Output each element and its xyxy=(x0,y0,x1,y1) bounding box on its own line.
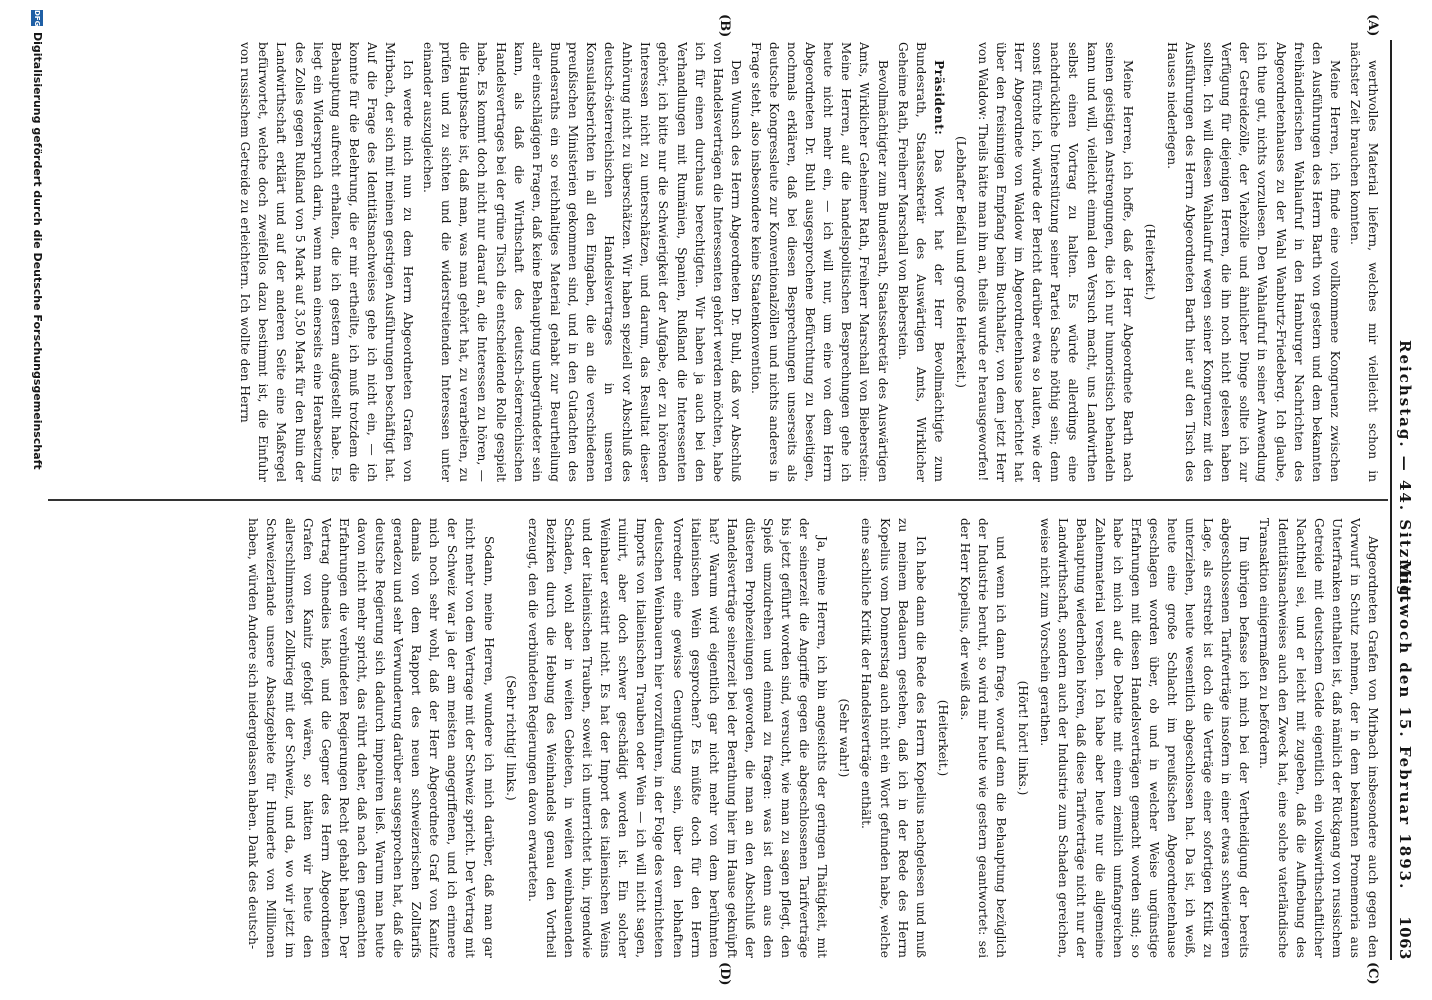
paragraph: und wenn ich dann frage, worauf denn die Behauptung bezüglich der Industrie beruht, so wird mir heute wie gestern geantwortet: sei der Herr Kopelius, der weiß das. xyxy=(957,518,1009,958)
paragraph: Sodann, meine Herren, wundere ich mich darüber, daß man gar nicht mehr von dem Vertrage mit der Schweiz spricht. Der Vertrag mit der Schweiz war ja der am meisten angegriffenen, und ich erinnere mich noch sehr wohl, daß der Herr Abgeordnete Graf von Kanitz damals von dem Rapport des neuen schweizerischen Zolltarifs geradezu und sehr Verwunderung darüber ausgesprochen hat, daß die deutsche Regierung sich dadurch imponiren ließ. Warum man heute davon nicht mehr spricht, das rührt daher, daß nach den gemachten Erfahrungen die verbündeten Regierungen Recht gehabt haben. Der Vertrag ohnedies hieß, und die Gegner des Herrn Abgeordneten Grafen von Kanitz gefolgt wären, so hätten wir heute den allerschlimmsten Zollkrieg mit der Schweiz, und da, wo wir jetzt im Schweizerlande unsere Absatzgebiete für Hunderte von Millionen haben, würden Andere sich niedergelassen haben. Dank des deutsch- xyxy=(246,518,496,958)
dfg-logo: DFG xyxy=(33,10,41,27)
paragraph: Bevollmächtigter zum Bundesrath, Staatssekretär des Auswärtigen Amts, Wirklicher Geheimer Rath, Freiherr Marschall von Bieberstein: Meine Herren, auf die handelspolitischen Besprechungen gehe ich heute nicht mehr ein, — ich will nur, um eine von dem Herrn Abgeordneten Dr. Buhl ausgesprochene Befürchtung zu beseitigen, nochmals erklären, daß bei diesen Besprechungen unserseits als deutsche Kongressleute zur Konventionalzöllen und nichts anderes in Frage steht, also insbesondere keine Staatenkonvention. xyxy=(748,42,890,482)
applause-note: (Heiterkeit.) xyxy=(935,699,950,777)
applause-note: (Heiterkeit.) xyxy=(1142,223,1157,301)
paragraph: Abgeordneten Grafen von Mirbach insbesondere auch gegen den Vorwurf in Schutz nehmen, der in dem bekannten Promemoria aus Unterfranken enthalten ist, daß nämlich der Rückgang von russischem Getreide mit deutschem Gelde eigentlich ein volkswirthschaftlicher Nachtheil sei, und er leicht mit zugeben, daß die Aufhebung des Identitätsnachweises auch den Zweck hat, eine solche vaterländische Transaktion einigermaßen zu befördern. xyxy=(1257,518,1380,958)
left-column xyxy=(52,42,1382,482)
paragraph: Ich habe dann die Rede des Herrn Kopelius nachgelesen und muß zu meinem Bedauern gestehen, daß ich in der Rede des Herrn Kopelius vom Donnerstag auch nicht ein Wort gefunden habe, welche eine sachliche Kritik der Handelsverträge enthält. xyxy=(859,518,928,958)
speech-text: Das Wort hat der Herr Bevollmächtigte zum Bundesrath, Staatssekretär des Auswärtigen Amts, Wirklicher Geheime Rath, Freiherr Marschall von Bieberstein. xyxy=(895,42,946,482)
page-number-right: 1063 xyxy=(1396,916,1414,960)
paragraph: Den Wunsch des Herrn Abgeordneten Dr. Buhl, daß vor Abschluß von Handelsverträgen die Interessenten gehört werden möchten, habe ich für einen durchaus berechtigten. Wir haben ja auch bei den Verhandlungen mit Rumänien, Spanien, Rußland die Interessenten gehört; ich bitte nur die Schwierigkeit der Aufgabe, der zu hörenden Interessen nicht zu unterschätzen, und darum, das Resultat dieser Anhörung nicht zu überschätzen. Wir haben speziell vor Abschluß des deutsch-österreichischen Handelsvertrages in unseren Konsulatsberichten in all den Eingaben, die an die verschiedenen preußischen Ministerien gekommen sind, und in den Gutachten des Bundesraths ein so reichhaltiges Material gehabt zur Beurtheilung aller einschlägigen Fragen, daß keine Behauptung unbegründeter sein kann, als daß die Wirthschaft des deutsch-österreichischen Handelsvertrages bei der grüne Tisch die entscheidende Rolle gespielt habe. Es kommt doch nicht nur darauf an, die Interessen zu hören, — die Hauptsache ist, daß man, was man gehört hat, zu verarbeiten, zu prüfen und zu sichten und die widerstreitenden Interessen unter einander auszugleichen. xyxy=(421,42,743,482)
applause-note: (Lebhafter Beifall und große Heiterkeit.) xyxy=(953,135,968,389)
header-title-left: Reichstag. — 44. Sitzung. xyxy=(1396,340,1414,605)
applause-note: (Sehr richtig! links.) xyxy=(503,675,518,801)
digitization-footer xyxy=(26,10,44,990)
applause-note: (Sehr wahr!) xyxy=(837,698,852,778)
margin-letter-b: (B) xyxy=(717,14,732,38)
footer-text: Digitalisierung gefördert durch die Deutsche Forschungsgemeinschaft xyxy=(31,32,44,470)
document-page xyxy=(22,0,1432,1000)
paragraph: Ich werde mich nun zu dem Herrn Abgeordneten Grafen von Mirbach, der sich mit meinen gestrigen Ausführungen beschäftigt hat. Auf die Frage des Identitätsnachweises gehe ich nicht ein, — ich konnte für die Belehrung, die er mir ertheilte, ich muß trotzdem die Behauptung aufrecht erhalten, die ich gestern aufgestellt habe. Es liegt ein Widerspruch darin, wenn man einerseits eine Herabsetzung des Zolles gegen Rußland von 5 Mark auf 3,50 Mark für den Ruin der Landwirthschaft erklärt und auf der anderen Seite eine Maßregel befürwortet, welche doch zweifellos dazu bestimmt ist, die Einfuhr von russischem Getreide zu erleichtern. Ich wollte den Herrn xyxy=(238,42,416,482)
applause-note: (Hört! hört! links.) xyxy=(1016,680,1031,796)
paragraph: Ja, meine Herren, ich bin angesichts der geringen Thätigkeit, mit der seinerzeit die Angriffe gegen die abgeschlossenen Tarifverträge bis jetzt geführt worden sind, versucht, wie man zu sagen pflegt, den Spieß umzudrehen und einmal zu fragen: was ist denn aus den düsteren Prophezeiungen geworden, die man an den Abschluß der Handelsverträge seinerzeit bei der Berathung hier im Hause geknüpft hat? Warum wird eigentlich gar nicht mehr von dem berühmten italienischen Wein gesprochen? Es müßte doch für den Herrn Vorredner eine gewisse Genugthuung sein, über den lebhaften deutschen Weinbauern hier vorzuführen, in der Folge des vernichteten Imports von italienischen Trauben oder Wein — ich will nicht sagen, ruinirt, aber doch schwer geschädigt worden ist. Ein solcher Weinbauer existirt nicht. Es hat der Import des italienischen Weins und der italienischen Trauben, soweit ich unterrichtet bin, irgendwie Schaden, wohl aber in weiten Gebieten, in weiten weinbauenden Bezirken durch die Hebung des Weinhandels genau den Vortheil erzeugt, den die verbündeten Regierungen davon erwarteten. xyxy=(525,518,830,958)
margin-letter-c: (C) xyxy=(1365,962,1380,985)
header-rule xyxy=(1390,40,1392,960)
column-divider xyxy=(48,499,1388,501)
right-column xyxy=(52,518,1382,958)
paragraph: Meine Herren, ich hoffe, daß der Herr Abgeordnete Barth nach seinen geistigen Anstrengungen, die ich nur humoristisch behandeln kann und will, vielleicht einmal den Versuch macht, uns Landwirthen selbst einen Vortrag zu halten. Es würde allerdings eine nachdrückliche Unterstützung seiner Partei Sache nöthig sein; denn sonst fürchte ich, würde der Bericht darüber etwa so lauten, wie der Herr Abgeordnete von Waldow im Abgeordnetenhause berichtet hat über den freisinnigen Empfang beim Buchhalter, von dem jetzt Herr von Waldow: Theils hätte man ihn an, theils wurde er herausgeworfen! xyxy=(976,42,1135,482)
margin-letter-d: (D) xyxy=(717,962,732,986)
header-title-right: Mittwoch den 15. Februar 1893. xyxy=(1396,560,1414,891)
paragraph: werthvolles Material liefern, welches mir vielleicht schon in nächster Zeit brauchen konnten. xyxy=(1347,42,1380,482)
paragraph: Im übrigen befasse ich mich bei der Vertheidigung der bereits abgeschlossenen Tarifverträge insofern in einer etwas schwierigeren Lage, als erstrebt ist doch die Verträge einer sofortigen Kritik zu unterziehen, heute wesentlich abgeschlossen hat. Da ist, ich weiß, heute eine große Schlacht im preußischen Abgeordnetenhause geschlagen worden über, ob und in welcher Weise ungünstige Erfahrungen mit diesen Handelsverträgen gemacht worden sind; so habe ich mich auf die Debatte mit einem ziemlich umfangreichen Zahlenmaterial versehen. Ich habe aber heute nur die allgemeine Behauptung wiederholen hören, daß diese Tarifverträge nicht nur der Landwirthschaft, sondern auch der Industrie zum Schaden gereichen, weise nicht zum Vorschein gerathen. xyxy=(1038,518,1252,958)
paragraph: Meine Herren, ich finde eine vollkommene Kongruenz zwischen den Ausführungen des Herrn Barth von gestern und dem bekannten freihändlerischen Wahlaufruf in den Hamburger Nachrichten des Abgeordnetenhauses zu der Wahl Wanburtz-Friedeberg. Ich glaube, ich thue gut, nichts vorzulesen. Den Wahlaufruf in seiner Anwendung der Getreidezölle, der Viehzölle und ähnlicher Dinge sollte ich zur Verfügung für diejenigen Herren, die ihn noch nicht gelesen haben sollten. Ich will diesen Wahlaufruf wegen seiner Kongruenz mit den Ausführungen des Herrn Abgeordneten Barth hier auf den Tisch des Hauses niederlegen. xyxy=(1164,42,1342,482)
paragraph xyxy=(894,42,948,482)
margin-letter-a: (A) xyxy=(1365,14,1380,37)
speaker-name: Präsident: xyxy=(931,60,946,136)
